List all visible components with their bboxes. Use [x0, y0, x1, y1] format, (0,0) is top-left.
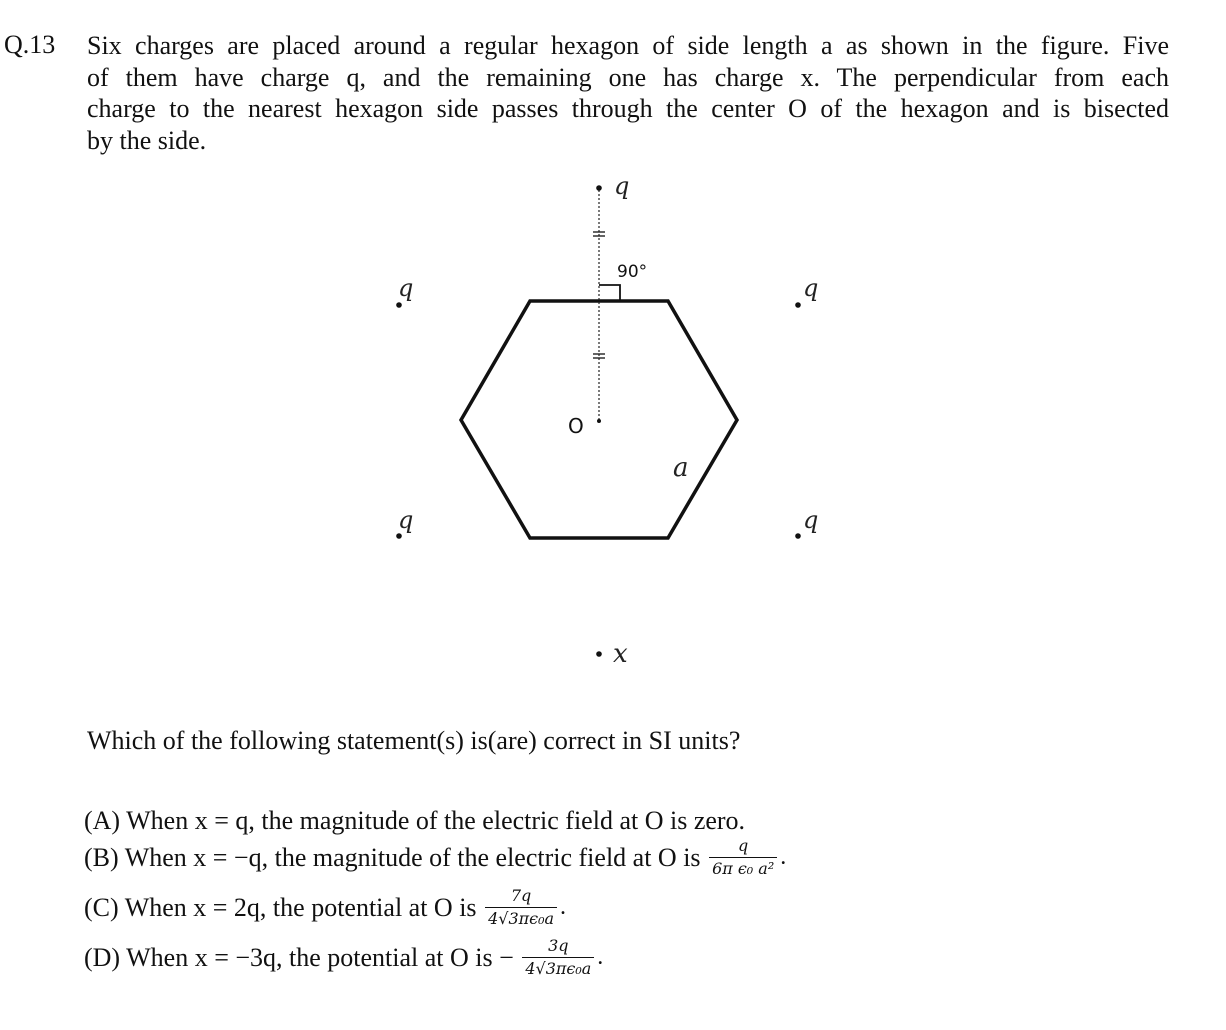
option-a-text: (A) When x = q, the magnitude of the electric field at O is zero. [84, 806, 746, 835]
right-angle-marker [599, 285, 620, 301]
charge-label-bottom: x [613, 639, 628, 669]
charge-label-lower-right: q [803, 506, 819, 534]
question-prompt: Which of the following statement(s) is(are) correct in SI units? [87, 726, 741, 755]
stem-line: Six charges are placed around a regular hexagon of side length a as shown in the figure. Five [87, 31, 1169, 60]
fraction-denominator: 4√3πϵ₀a [522, 957, 594, 979]
charge-label-lower-left: q [398, 506, 414, 534]
option-d[interactable]: (D) When x = −3q, the potential at O is − $\frac{3q}{\text{4√3πϵ₀a}}$ . [84, 936, 604, 978]
center-point [597, 419, 601, 423]
stem-line: by the side. [87, 125, 207, 155]
charge-label-top: q [614, 172, 630, 200]
side-label: a [673, 453, 689, 483]
stem-line: of them have charge q, and the remaining one has charge x. The perpendicular from each [87, 62, 1169, 92]
charge-dot-lower-left [396, 533, 402, 539]
option-c-text: (C) When x = 2q, the potential at O is [84, 892, 484, 922]
charge-dot-top [596, 185, 602, 191]
charge-dot-upper-left [396, 302, 402, 308]
option-c[interactable]: (C) When x = 2q, the potential at O is $\frac{7q}{\text{4√3πϵ₀a}}$ . [84, 886, 567, 928]
question-number: Q.13 [4, 30, 56, 59]
fraction-denominator: 6π ϵ₀ a² [709, 857, 777, 879]
option-d-text: (D) When x = −3q, the potential at O is − [84, 942, 521, 972]
charge-dot-lower-right [795, 533, 801, 539]
charge-dot-bottom [596, 651, 602, 657]
option-b-text: (B) When x = −q, the magnitude of the electric field at O is [84, 842, 708, 872]
fraction-numerator: 3q [548, 936, 569, 955]
option-b[interactable]: (B) When x = −q, the magnitude of the electric field at O is $\frac{q}{\text{6π ϵ₀ a²}}$ . [84, 836, 787, 878]
option-c-fraction [485, 886, 557, 929]
charge-label-upper-left: q [398, 274, 414, 302]
fraction-numerator: q [738, 836, 749, 855]
option-a[interactable] [84, 806, 745, 836]
option-b-fraction [709, 836, 777, 879]
fraction-numerator: 7q [510, 886, 532, 905]
fraction-denominator: 4√3πϵ₀a [485, 907, 557, 929]
stem-line: charge to the nearest hexagon side passes through the center O of the hexagon and is bisected [87, 94, 1169, 123]
center-label: O [568, 414, 584, 438]
angle-label: 90° [617, 262, 648, 282]
charge-dot-upper-right [795, 302, 801, 308]
charge-label-upper-right: q [803, 274, 819, 302]
option-d-fraction [522, 936, 594, 979]
